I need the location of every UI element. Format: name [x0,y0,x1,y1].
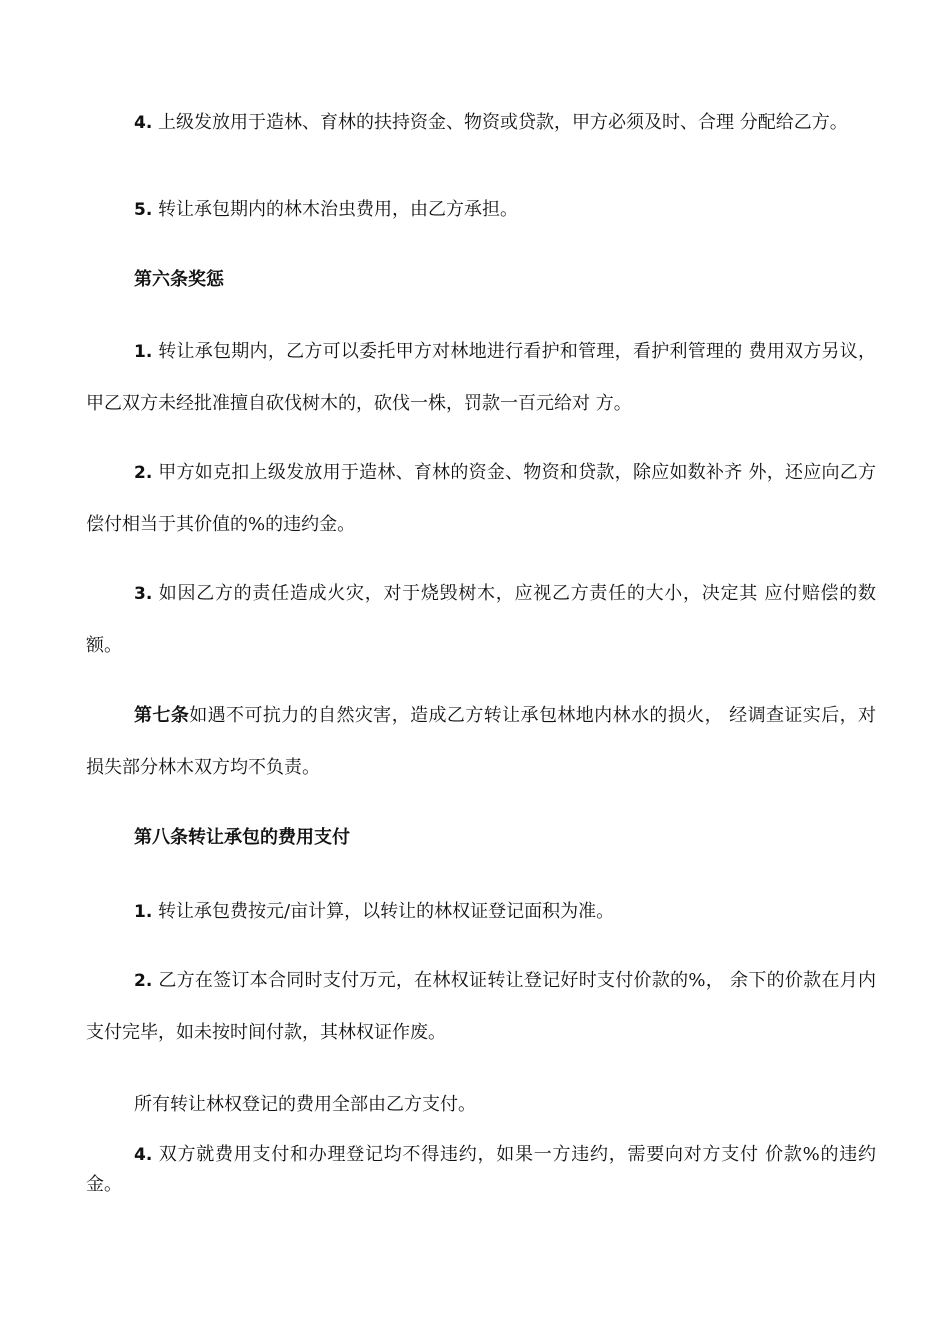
paragraph-text: 如遇不可抗力的自然灾害，造成乙方转让承包林地内林水的损火， 经调查证实后，对损失部分林木双方均不负责。 [86,705,877,778]
item-number: 4. [134,1145,153,1165]
paragraph-text: 转让承包期内，乙方可以委托甲方对林地进行看护和管理，看护利管理的 费用双方另议，甲乙双方未经批准擅自砍伐树木的，砍伐一株，罚款一百元给对 方。 [86,341,876,414]
paragraph-article6-3 [86,568,876,672]
paragraph-5-pest-costs [86,195,876,225]
article-6-heading: 第六条奖惩 [134,269,224,290]
paragraph-text: 如因乙方的责任造成火灾，对于烧毁树木，应视乙方责任的大小，决定其 应付赔偿的数额。 [86,583,876,656]
item-number: 5. [134,200,153,220]
paragraph-article6-1 [86,326,876,430]
paragraph-text: 乙方在签订本合同时支付万元，在林权证转让登记好时支付价款的%， 余下的价款在月内支付完毕，如未按时间付款，其林权证作废。 [86,970,876,1043]
paragraph-text: 甲方如克扣上级发放用于造林、育林的资金、物资和贷款，除应如数补齐 外，还应向乙方偿付相当于其价值的%的违约金。 [86,462,876,535]
paragraph-article8-2 [86,955,876,1059]
item-number: 4. [134,113,153,133]
paragraph-text: 上级发放用于造林、育林的扶持资金、物资或贷款，甲方必须及时、合理 分配给乙方。 [158,112,848,133]
item-number: 1. [134,902,153,922]
paragraph-text: 双方就费用支付和办理登记均不得违约，如果一方违约，需要向对方支付 价款%的违约金。 [86,1144,876,1195]
paragraph-text: 转让承包费按元/亩计算，以转让的林权证登记面积为准。 [158,901,615,922]
paragraph-4-funds [86,108,876,138]
article-7-label: 第七条 [134,705,190,726]
paragraph-article7 [86,690,876,794]
paragraph-article6-2 [86,447,876,551]
article-8-heading: 第八条转让承包的费用支付 [134,827,350,848]
paragraph-article8-4 [86,1140,876,1199]
paragraph-text: 所有转让林权登记的费用全部由乙方支付。 [134,1094,476,1115]
item-number: 2. [134,971,153,991]
paragraph-article8-1 [86,886,876,938]
item-number: 3. [134,584,153,604]
item-number: 2. [134,463,153,483]
item-number: 1. [134,342,153,362]
paragraph-text: 转让承包期内的林木治虫费用，由乙方承担。 [158,199,519,220]
paragraph-article8-registration-fees [86,1090,876,1119]
